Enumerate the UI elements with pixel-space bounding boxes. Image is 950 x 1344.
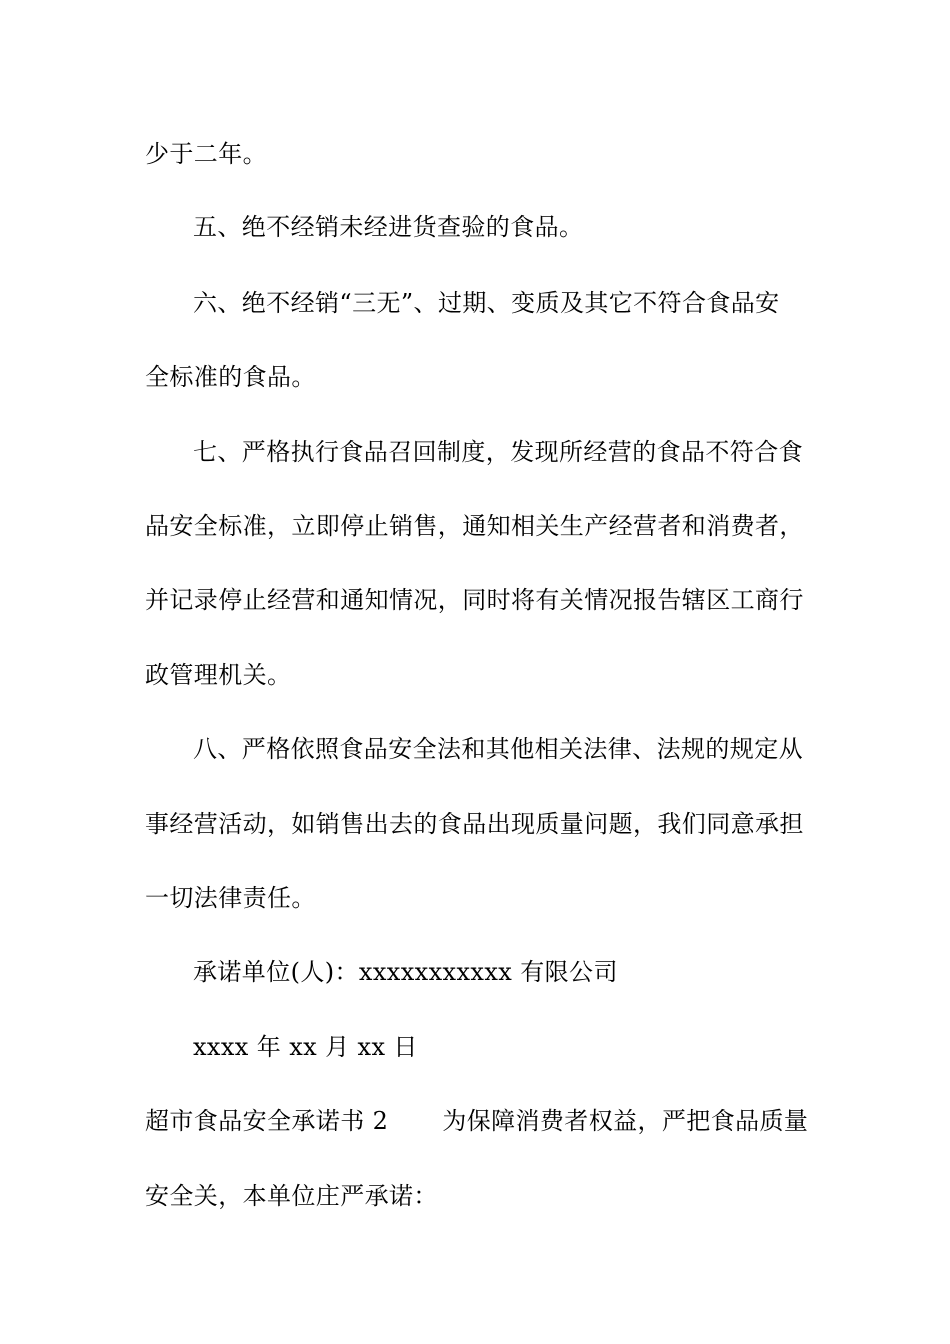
text-line: 五、绝不经销未经进货查验的食品。 (193, 213, 584, 241)
text-line: 少于二年。 (145, 140, 267, 168)
text-line: 六、绝不经销“三无”、过期、变质及其它不符合食品安 (193, 289, 780, 317)
signature-date: xxxx 年 xx 月 xx 日 (193, 1033, 418, 1061)
text-line: 政管理机关。 (145, 661, 292, 689)
section-intro: 为保障消费者权益，严把食品质量 (442, 1107, 809, 1135)
text-line: 并记录停止经营和通知情况，同时将有关情况报告辖区工商行 (145, 586, 804, 614)
section-heading-line (145, 1106, 810, 1136)
text-line: 一切法律责任。 (145, 884, 316, 912)
text-line: 事经营活动，如销售出去的食品出现质量问题，我们同意承担 (145, 810, 804, 838)
signature-unit: 承诺单位(人)：xxxxxxxxxxx 有限公司 (193, 958, 618, 986)
section-title: 超市食品安全承诺书 2 (145, 1107, 389, 1135)
text-line: 七、严格执行食品召回制度，发现所经营的食品不符合食 (193, 438, 803, 466)
text-line: 品安全标准，立即停止销售，通知相关生产经营者和消费者， (145, 512, 804, 540)
text-line: 全标准的食品。 (145, 363, 316, 391)
text-line: 安全关，本单位庄严承诺： (145, 1182, 438, 1210)
text-line: 八、严格依照食品安全法和其他相关法律、法规的规定从 (193, 735, 803, 763)
